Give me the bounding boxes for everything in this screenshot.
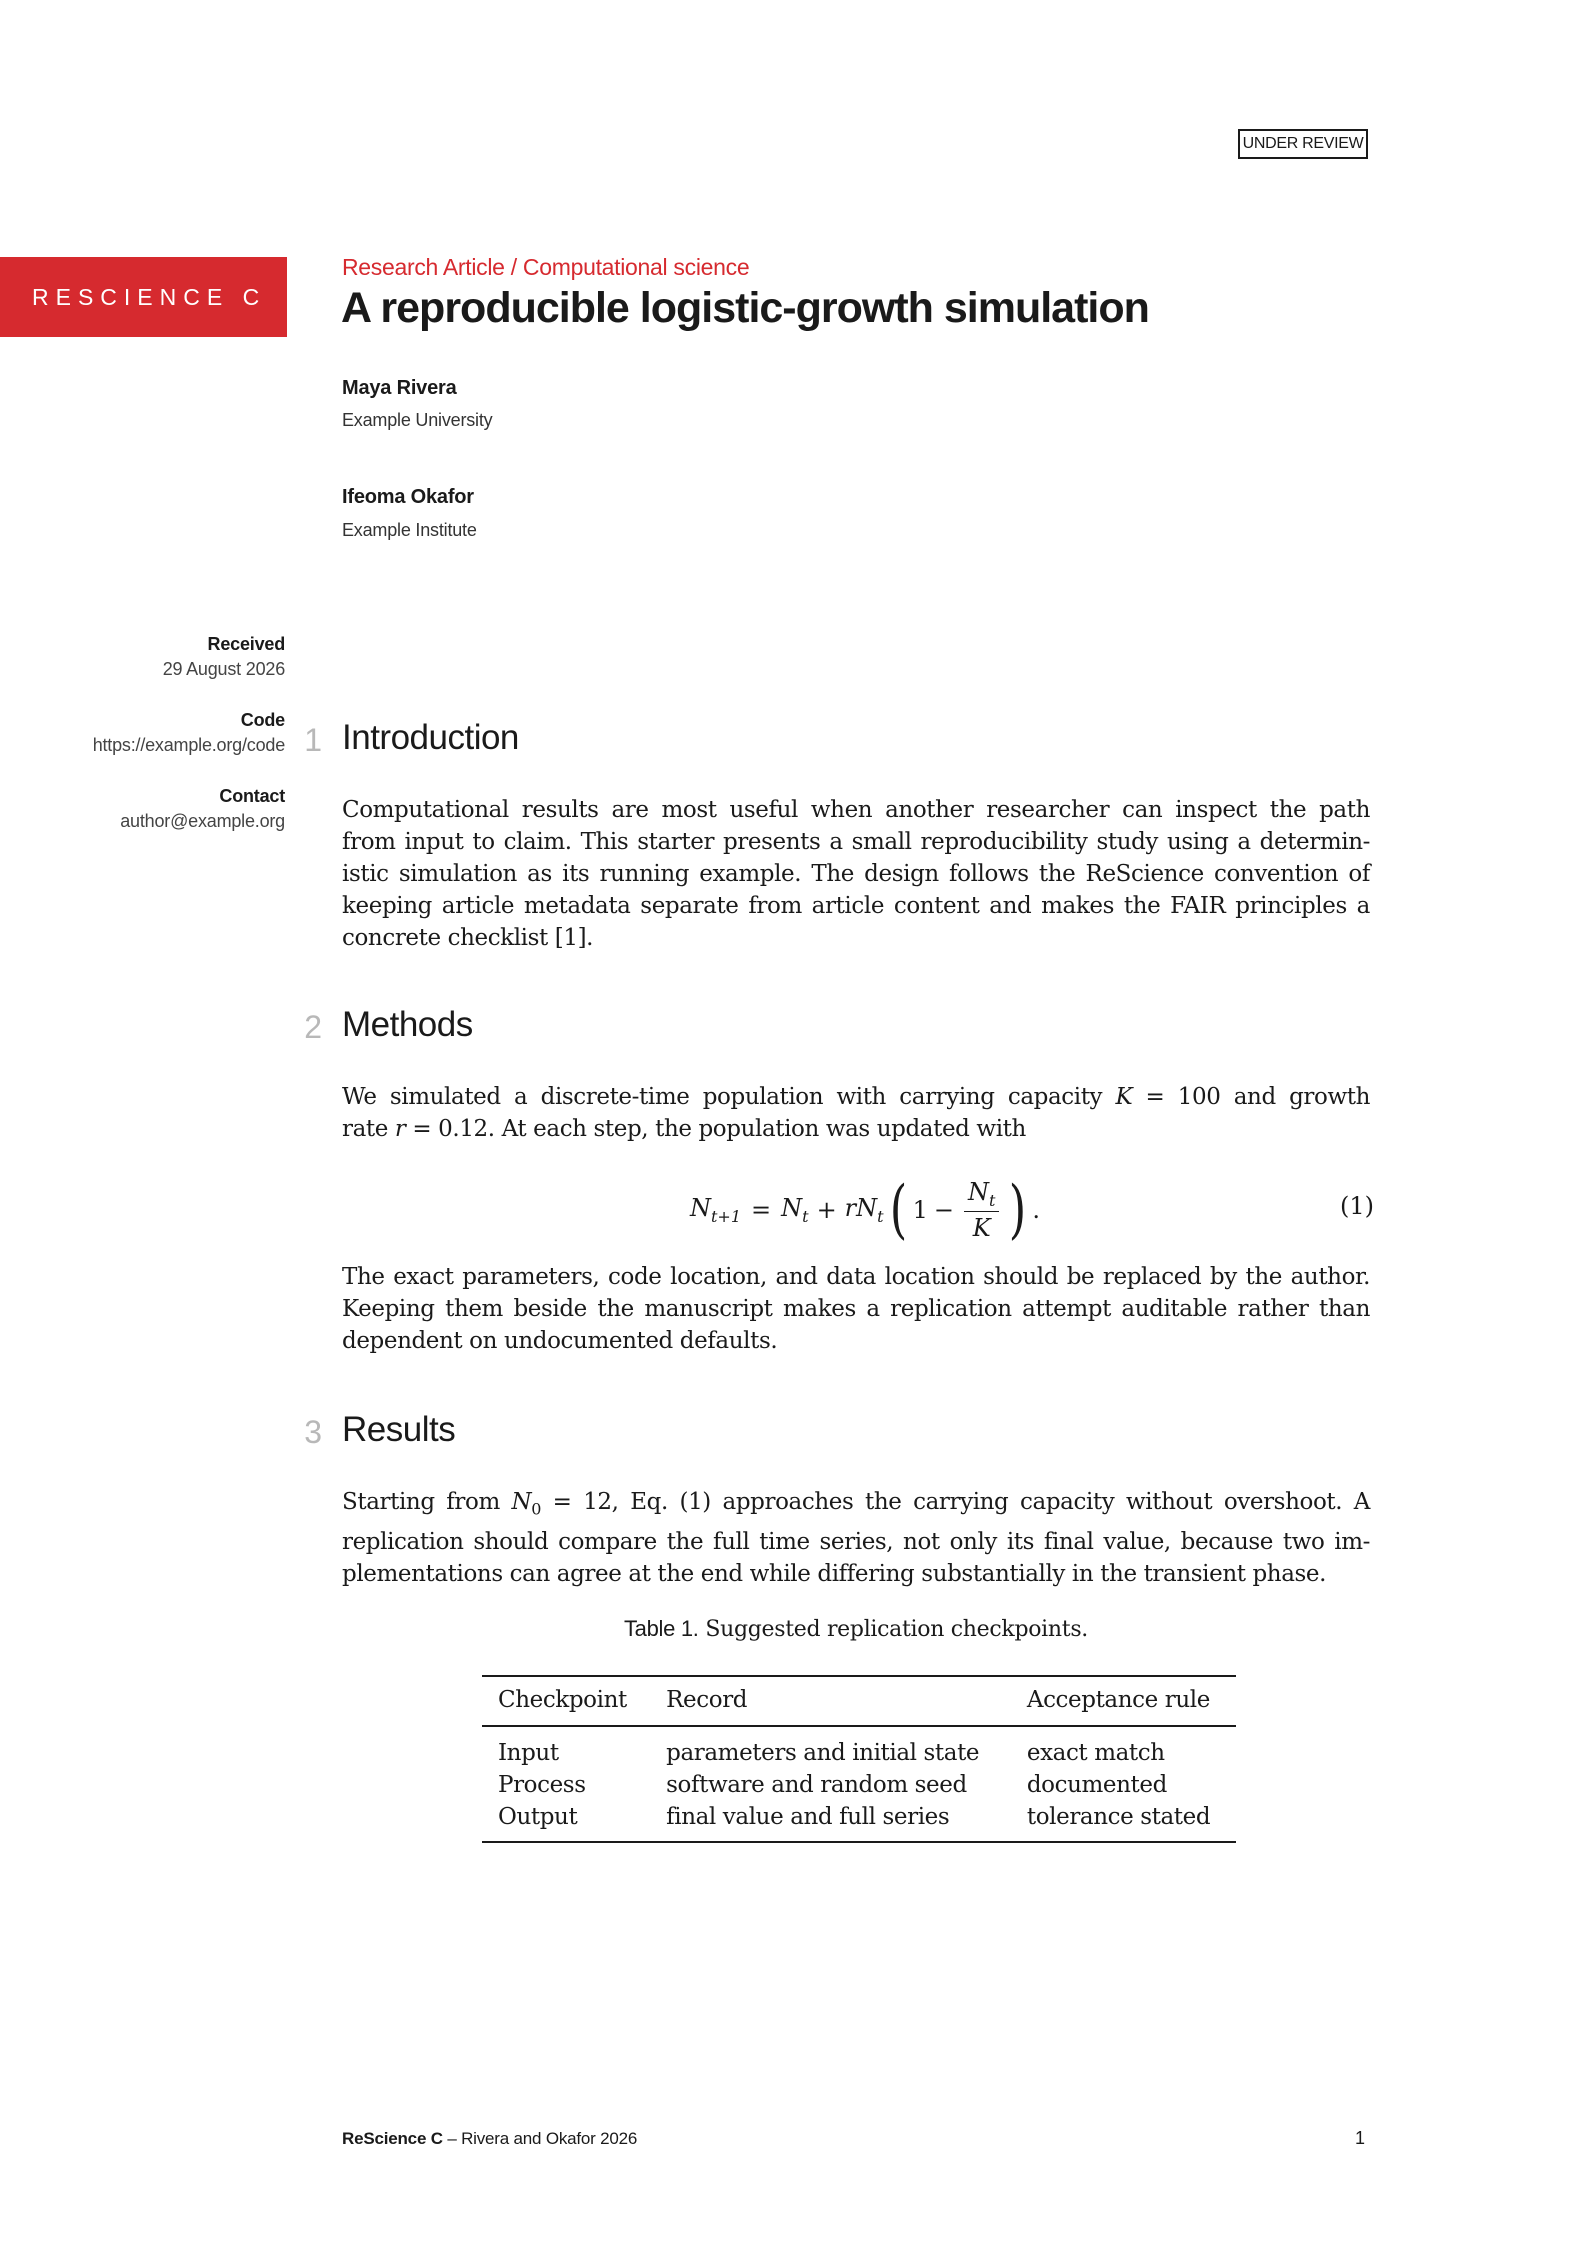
paragraph-line: rate r = 0.12. At each step, the population was updated with bbox=[342, 1116, 1026, 1142]
section-title: Results bbox=[342, 1410, 456, 1449]
received-block bbox=[25, 634, 285, 680]
article-title: A reproducible logistic-growth simulation bbox=[341, 284, 1149, 332]
table-header-row bbox=[482, 1676, 1236, 1726]
table-cell: Process bbox=[498, 1772, 586, 1798]
paragraph-line: keeping article metadata separate from article content and makes the FAIR principles a bbox=[342, 893, 1370, 919]
paragraph-line: Starting from $N_0 = 12$, Eq. (1) approaches the carrying capacity without overshoot. A bbox=[342, 1489, 1370, 1519]
paragraph-line: from input to claim. This starter presents a small reproducibility study using a determin- bbox=[342, 829, 1370, 855]
page-number: 1 bbox=[1355, 2128, 1366, 2148]
table-cell: documented bbox=[1026, 1772, 1167, 1798]
equation-number: (1) bbox=[1340, 1192, 1374, 1220]
section-title: Introduction bbox=[342, 718, 519, 757]
table-caption-label: Table 1. bbox=[623, 1616, 699, 1641]
table-row bbox=[482, 1769, 1236, 1801]
table-row bbox=[482, 1801, 1236, 1842]
table-cell: tolerance stated bbox=[1026, 1804, 1211, 1830]
author-affiliation: Example Institute bbox=[342, 520, 477, 540]
code-label: Code bbox=[240, 710, 285, 730]
replication-checkpoints-table bbox=[482, 1675, 1236, 1843]
paragraph-line: The exact parameters, code location, and data location should be replaced by the author. bbox=[342, 1264, 1370, 1290]
table-row bbox=[482, 1726, 1236, 1769]
code-link[interactable]: https://example.org/code bbox=[92, 735, 285, 755]
table-cell: Input bbox=[498, 1740, 559, 1766]
paragraph-line: istic simulation as its running example. The design follows the ReScience convention of bbox=[342, 861, 1370, 887]
journal-brand-bar: RESCIENCE C bbox=[0, 257, 287, 337]
section-title: Methods bbox=[342, 1005, 473, 1044]
paragraph-line: dependent on undocumented defaults. bbox=[342, 1328, 778, 1354]
table-caption-text: Suggested replication checkpoints. bbox=[698, 1617, 1089, 1642]
received-date: 29 August 2026 bbox=[162, 659, 285, 679]
logistic-equation: $N_{t+1}$ = $N_t$ + $rN_t$ ( 1 − $\frac{N_t}{K}$ ) . bbox=[690, 1173, 1040, 1247]
article-category: Research Article / Computational science bbox=[342, 254, 750, 280]
table-cell: software and random seed bbox=[666, 1772, 967, 1798]
status-badge: UNDER REVIEW bbox=[1238, 129, 1368, 159]
table-header-cell: Acceptance rule bbox=[1026, 1687, 1210, 1713]
footer-citation: – Rivera and Okafor 2026 bbox=[442, 2129, 638, 2148]
paragraph-line: We simulated a discrete-time population with carrying capacity K = 100 and growth bbox=[342, 1084, 1370, 1110]
code-block bbox=[25, 710, 285, 756]
section-number: 1 bbox=[304, 722, 322, 758]
table-header-cell: Record bbox=[666, 1687, 748, 1713]
paragraph-line: plementations can agree at the end while differing substantially in the transient phase. bbox=[342, 1560, 1327, 1587]
table-header-cell: Checkpoint bbox=[498, 1687, 627, 1713]
table-cell: parameters and initial state bbox=[666, 1740, 980, 1766]
table-cell: exact match bbox=[1026, 1740, 1165, 1766]
section-number: 3 bbox=[304, 1414, 322, 1450]
paragraph-line: Computational results are most useful when another researcher can inspect the path bbox=[342, 797, 1370, 823]
paragraph-line: concrete checklist [1]. bbox=[342, 925, 594, 951]
paragraph-line: replication should compare the full time series, not only its final value, because two im- bbox=[342, 1528, 1370, 1555]
contact-email[interactable]: author@example.org bbox=[120, 811, 285, 831]
page-footer bbox=[342, 2129, 637, 2149]
table-caption bbox=[342, 1616, 1370, 1642]
methods-paragraph bbox=[342, 1081, 1370, 1145]
author-name: Maya Rivera bbox=[342, 377, 457, 399]
author-name: Ifeoma Okafor bbox=[342, 486, 474, 508]
table-cell: Output bbox=[498, 1804, 578, 1830]
received-label: Received bbox=[207, 634, 285, 654]
table-cell: final value and full series bbox=[666, 1804, 950, 1830]
introduction-paragraph bbox=[342, 794, 1370, 954]
paragraph-line: Keeping them beside the manuscript makes a replication attempt auditable rather than bbox=[342, 1296, 1370, 1322]
contact-label: Contact bbox=[219, 786, 285, 806]
author-affiliation: Example University bbox=[342, 410, 493, 430]
contact-block bbox=[25, 786, 285, 832]
methods-paragraph-2 bbox=[342, 1261, 1370, 1357]
footer-journal: ReScience C bbox=[342, 2129, 443, 2148]
results-paragraph bbox=[342, 1486, 1370, 1590]
section-number: 2 bbox=[304, 1009, 322, 1045]
